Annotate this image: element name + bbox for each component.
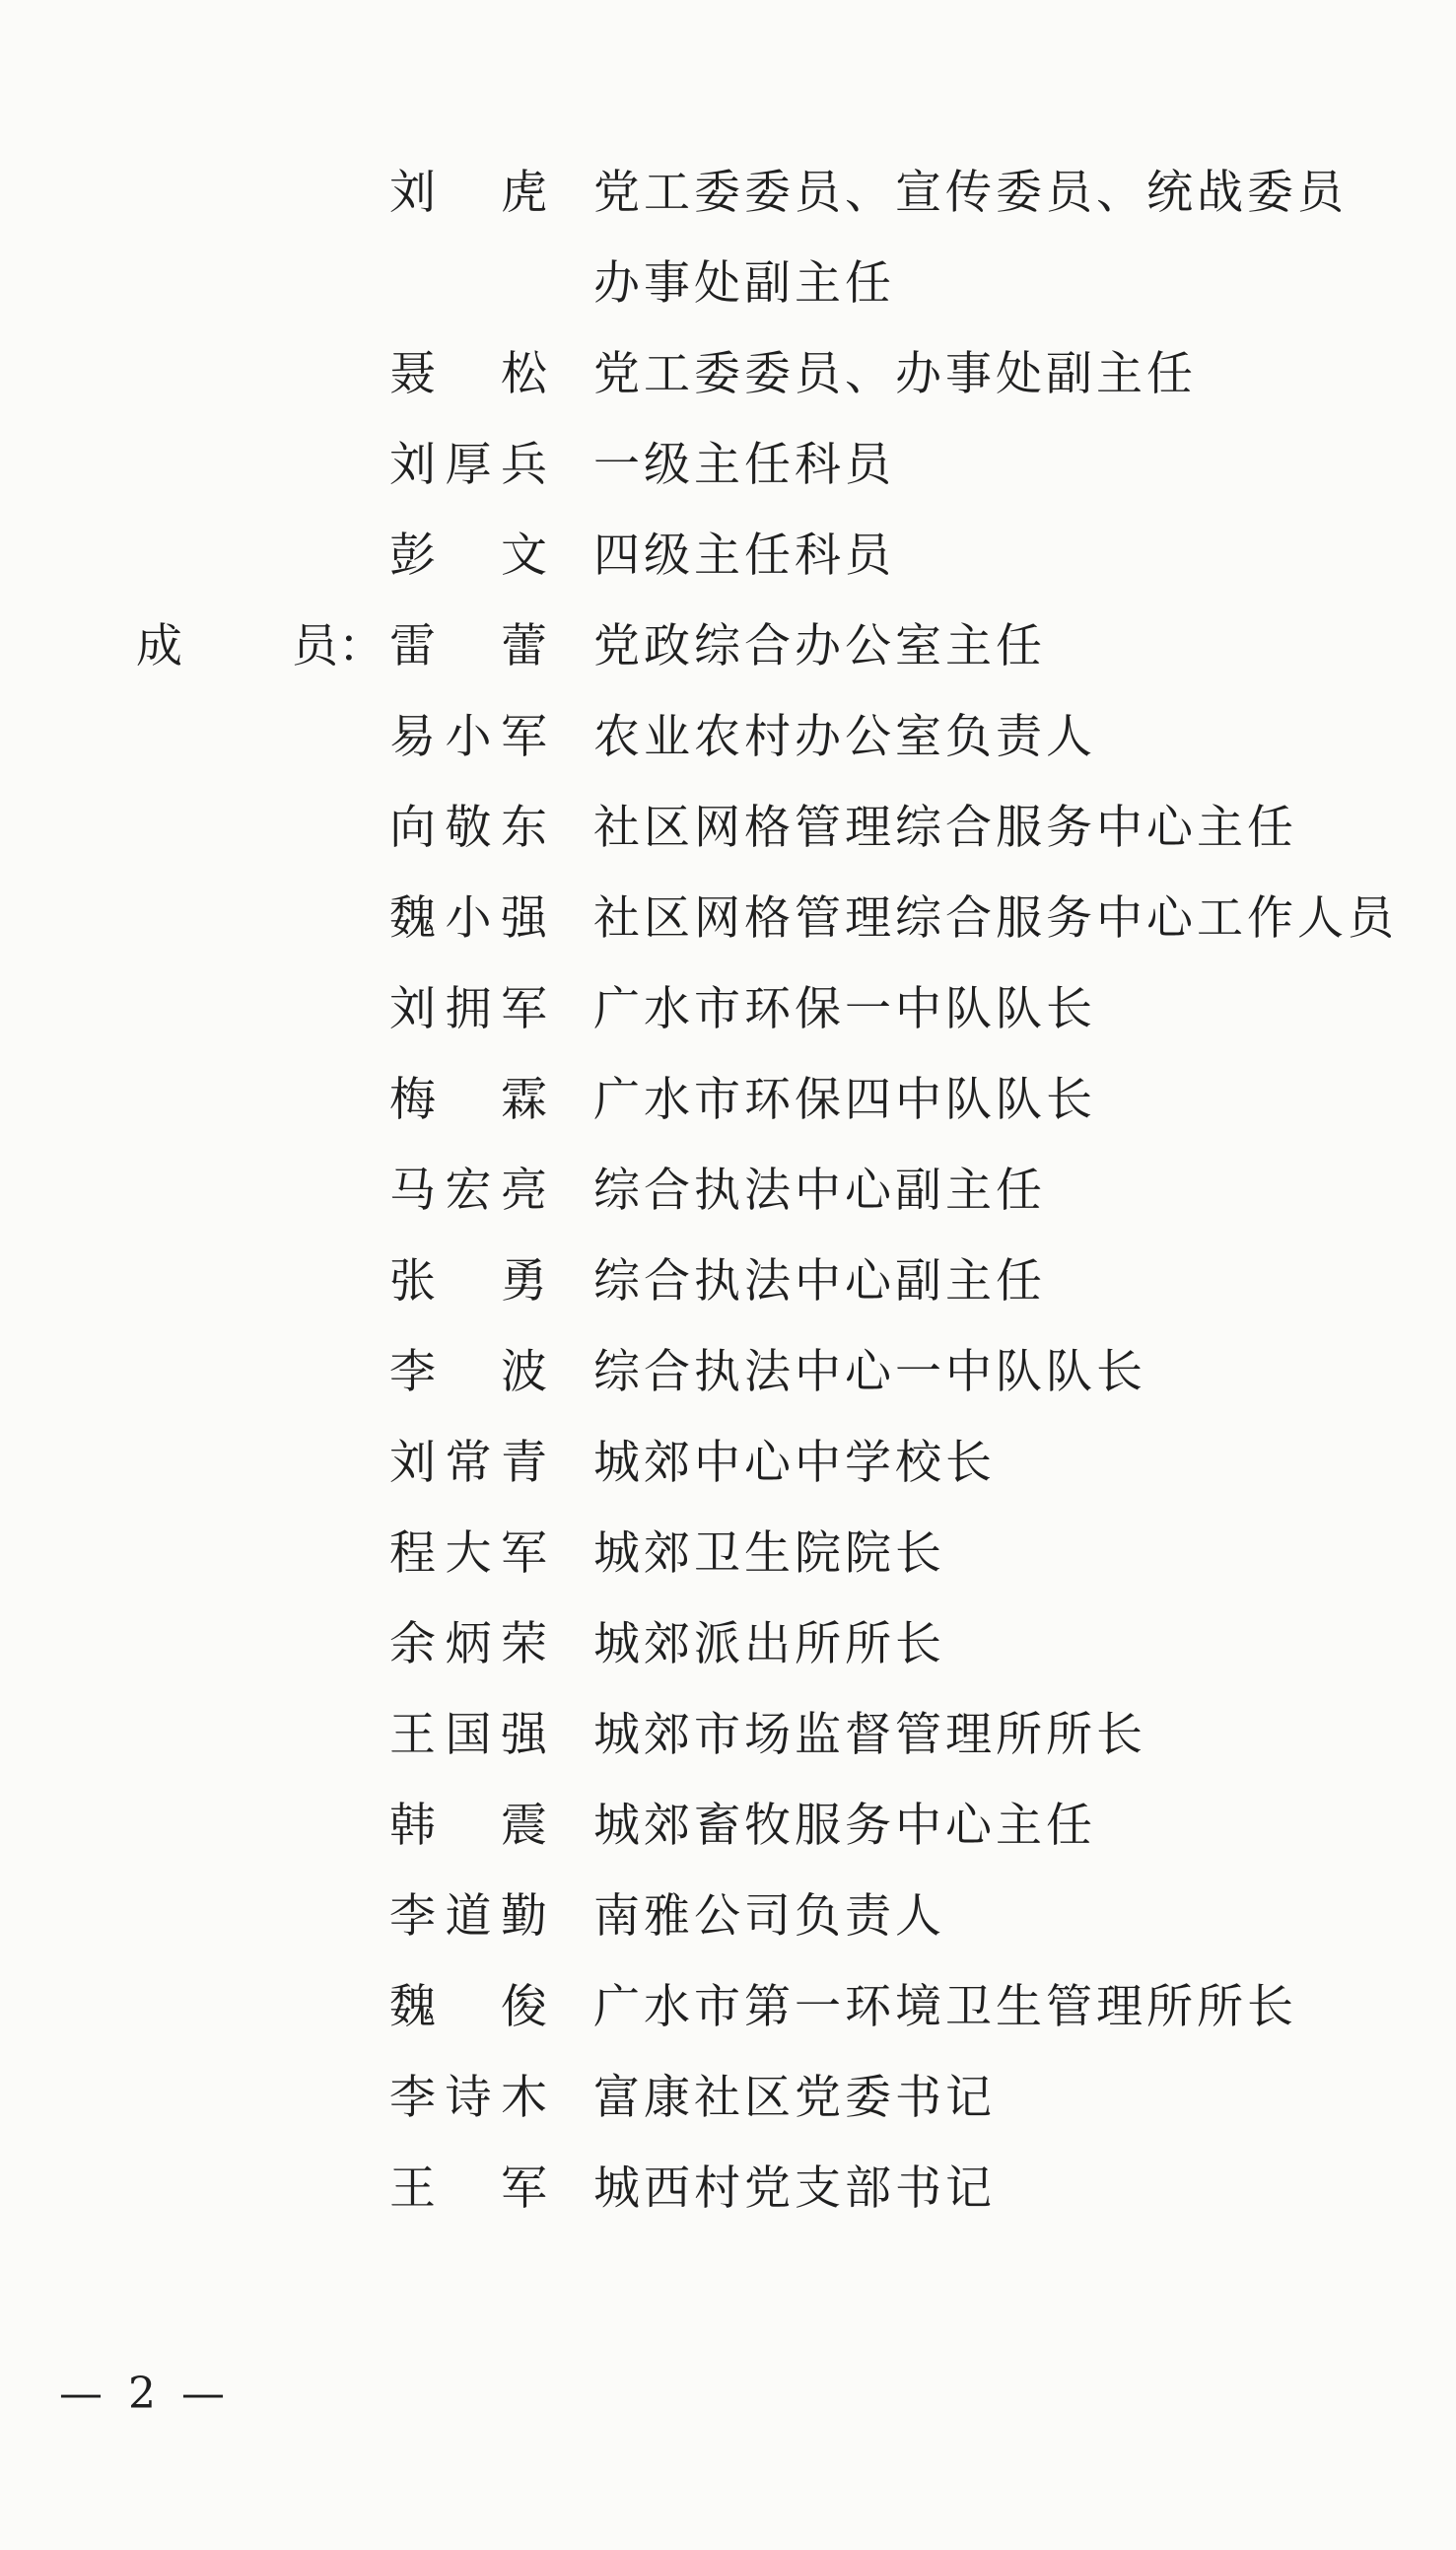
member-name: 刘拥军 [389, 982, 547, 1036]
member-name: 程大军 [389, 1526, 547, 1581]
member-title: 综合执法中心副主任 [593, 1254, 1046, 1309]
members-label-right: 员： [292, 619, 384, 673]
member-title: 城郊卫生院院长 [593, 1526, 945, 1581]
member-title: 城郊派出所所长 [593, 1617, 945, 1671]
member-row [0, 874, 1456, 964]
member-name: 刘 虎 [389, 166, 547, 220]
member-name: 魏 俊 [389, 1980, 547, 2034]
member-title: 城郊畜牧服务中心主任 [593, 1799, 1096, 1853]
member-row [0, 783, 1456, 874]
member-name: 刘厚兵 [389, 438, 547, 492]
member-title: 城郊中心中学校长 [593, 1436, 996, 1490]
member-name: 易小军 [389, 710, 547, 764]
member-row [0, 1327, 1456, 1418]
member-title: 社区网格管理综合服务中心工作人员 [593, 891, 1398, 946]
member-title: 广水市环保一中队队长 [593, 982, 1096, 1036]
member-title: 城西村党支部书记 [593, 2161, 996, 2216]
members-group-label [136, 611, 384, 682]
member-title: 四级主任科员 [593, 529, 895, 583]
member-row [0, 148, 1456, 239]
member-row [0, 2144, 1456, 2234]
member-title: 党工委委员、办事处副主任 [593, 347, 1197, 401]
member-name: 李 波 [389, 1345, 547, 1399]
member-title: 富康社区党委书记 [593, 2071, 996, 2125]
member-name: 余炳荣 [389, 1617, 547, 1671]
member-title: 综合执法中心一中队队长 [593, 1345, 1146, 1399]
member-row [0, 1781, 1456, 1872]
member-title: 办事处副主任 [593, 256, 895, 311]
member-title: 一级主任科员 [593, 438, 895, 492]
member-name: 王国强 [389, 1708, 547, 1762]
member-title: 广水市第一环境卫生管理所所长 [593, 1980, 1297, 2034]
member-row [0, 602, 1456, 692]
member-row [0, 2053, 1456, 2144]
member-name: 魏小强 [389, 891, 547, 946]
page-number: — 2 — [59, 2369, 231, 2419]
member-name: 彭 文 [389, 529, 547, 583]
member-row [0, 1146, 1456, 1237]
member-row [0, 329, 1456, 420]
member-row [0, 239, 1456, 329]
member-row [0, 692, 1456, 783]
member-name: 马宏亮 [389, 1164, 547, 1218]
member-name: 刘常青 [389, 1436, 547, 1490]
member-name: 王 军 [389, 2161, 547, 2216]
member-name: 雷 蕾 [389, 619, 547, 673]
member-row [0, 1055, 1456, 1146]
member-title: 农业农村办公室负责人 [593, 710, 1096, 764]
member-row [0, 1962, 1456, 2053]
member-title: 城郊市场监督管理所所长 [593, 1708, 1146, 1762]
member-name: 聂 松 [389, 347, 547, 401]
member-row [0, 1418, 1456, 1509]
members-label-left: 成 [136, 619, 182, 673]
member-row [0, 1237, 1456, 1327]
member-name: 李道勤 [389, 1889, 547, 1944]
member-name: 张 勇 [389, 1254, 547, 1309]
member-name: 向敬东 [389, 801, 547, 855]
member-row [0, 1690, 1456, 1781]
member-name: 梅 霖 [389, 1073, 547, 1127]
member-row [0, 420, 1456, 511]
member-row [0, 1872, 1456, 1962]
member-name: 韩 震 [389, 1799, 547, 1853]
member-title: 综合执法中心副主任 [593, 1164, 1046, 1218]
member-title: 广水市环保四中队队长 [593, 1073, 1096, 1127]
member-title: 南雅公司负责人 [593, 1889, 945, 1944]
member-title: 党政综合办公室主任 [593, 619, 1046, 673]
member-row [0, 1509, 1456, 1599]
member-row [0, 1599, 1456, 1690]
member-name: 李诗木 [389, 2071, 547, 2125]
member-row [0, 511, 1456, 602]
member-title: 党工委委员、宣传委员、统战委员 [593, 166, 1348, 220]
member-title: 社区网格管理综合服务中心主任 [593, 801, 1297, 855]
member-row [0, 964, 1456, 1055]
